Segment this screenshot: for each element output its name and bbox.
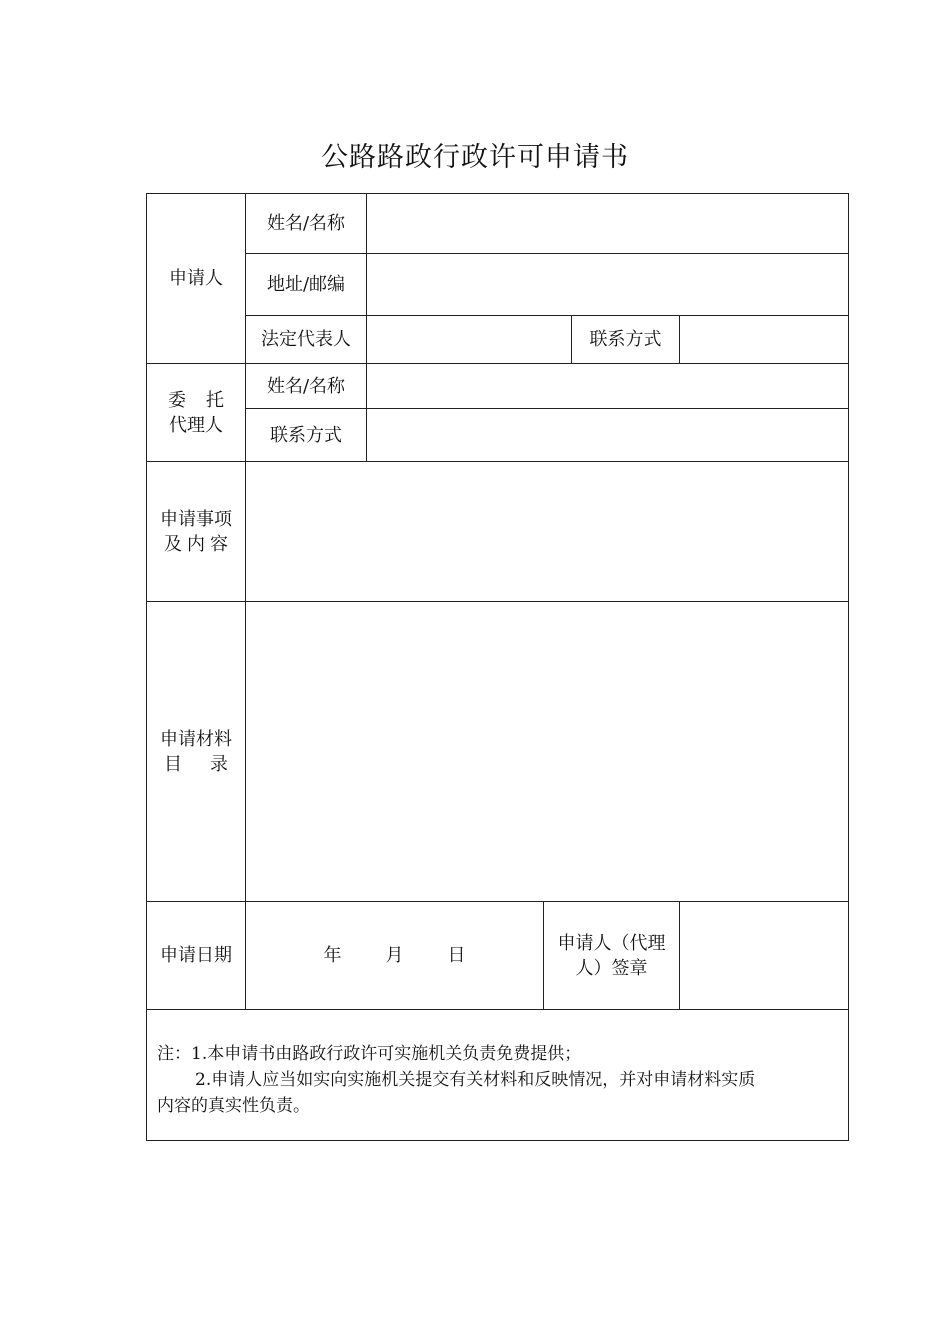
- legal-representative-field[interactable]: [366, 315, 572, 364]
- materials-label-char: 目: [164, 753, 182, 775]
- notes-block: [157, 1041, 841, 1119]
- applicant-section-label: 申请人: [169, 268, 223, 289]
- note-line: 注：1.本申请书由路政行政许可实施机关负责免费提供；: [157, 1044, 582, 1064]
- agent-label-char: 委: [168, 389, 186, 411]
- agent-label-char: 托: [206, 389, 224, 411]
- materials-label-char: 录: [210, 753, 228, 775]
- legal-representative-label: 法定代表人: [261, 329, 351, 350]
- application-matters-field[interactable]: [245, 461, 849, 602]
- agent-section-label: [146, 363, 246, 462]
- agent-name-field[interactable]: [366, 363, 849, 409]
- signature-label-line: 申请人（代理: [557, 932, 666, 954]
- application-materials-field[interactable]: [245, 601, 849, 902]
- applicant-name-label: 姓名/名称: [266, 213, 346, 234]
- day-label: 日: [447, 945, 466, 966]
- materials-label-line: 申请材料: [160, 728, 232, 750]
- month-label: 月: [385, 945, 404, 966]
- matters-label-char: 及: [164, 533, 182, 555]
- matters-label-char: 内: [187, 533, 205, 555]
- year-label: 年: [323, 945, 342, 966]
- note-line: 内容的真实性负责。: [157, 1096, 310, 1116]
- applicant-contact-field[interactable]: [679, 315, 849, 364]
- agent-contact-label: 联系方式: [270, 424, 342, 446]
- application-matters-label: [146, 461, 246, 602]
- signature-label: [543, 901, 680, 1010]
- applicant-address-label: 地址/邮编: [266, 274, 346, 295]
- application-materials-label: [146, 601, 246, 902]
- note-line: 2.申请人应当如实向实施机关提交有关材料和反映情况，并对申请材料实质: [195, 1070, 756, 1090]
- matters-label-char: 容: [210, 533, 228, 555]
- applicant-contact-label: 联系方式: [589, 329, 662, 350]
- signature-label-line: 人）签章: [575, 957, 648, 979]
- signature-field[interactable]: [679, 901, 849, 1010]
- application-date-label: 申请日期: [160, 945, 232, 966]
- agent-name-label: 姓名/名称: [266, 375, 346, 397]
- agent-contact-field[interactable]: [366, 408, 849, 462]
- page-title: 公路路政行政许可申请书: [321, 142, 629, 173]
- application-date-field[interactable]: [245, 901, 544, 1010]
- agent-label-line: 代理人: [169, 414, 223, 436]
- applicant-name-field[interactable]: [366, 193, 849, 254]
- applicant-address-field[interactable]: [366, 253, 849, 316]
- matters-label-line: 申请事项: [160, 508, 232, 530]
- table-border-bottom: [146, 1140, 849, 1141]
